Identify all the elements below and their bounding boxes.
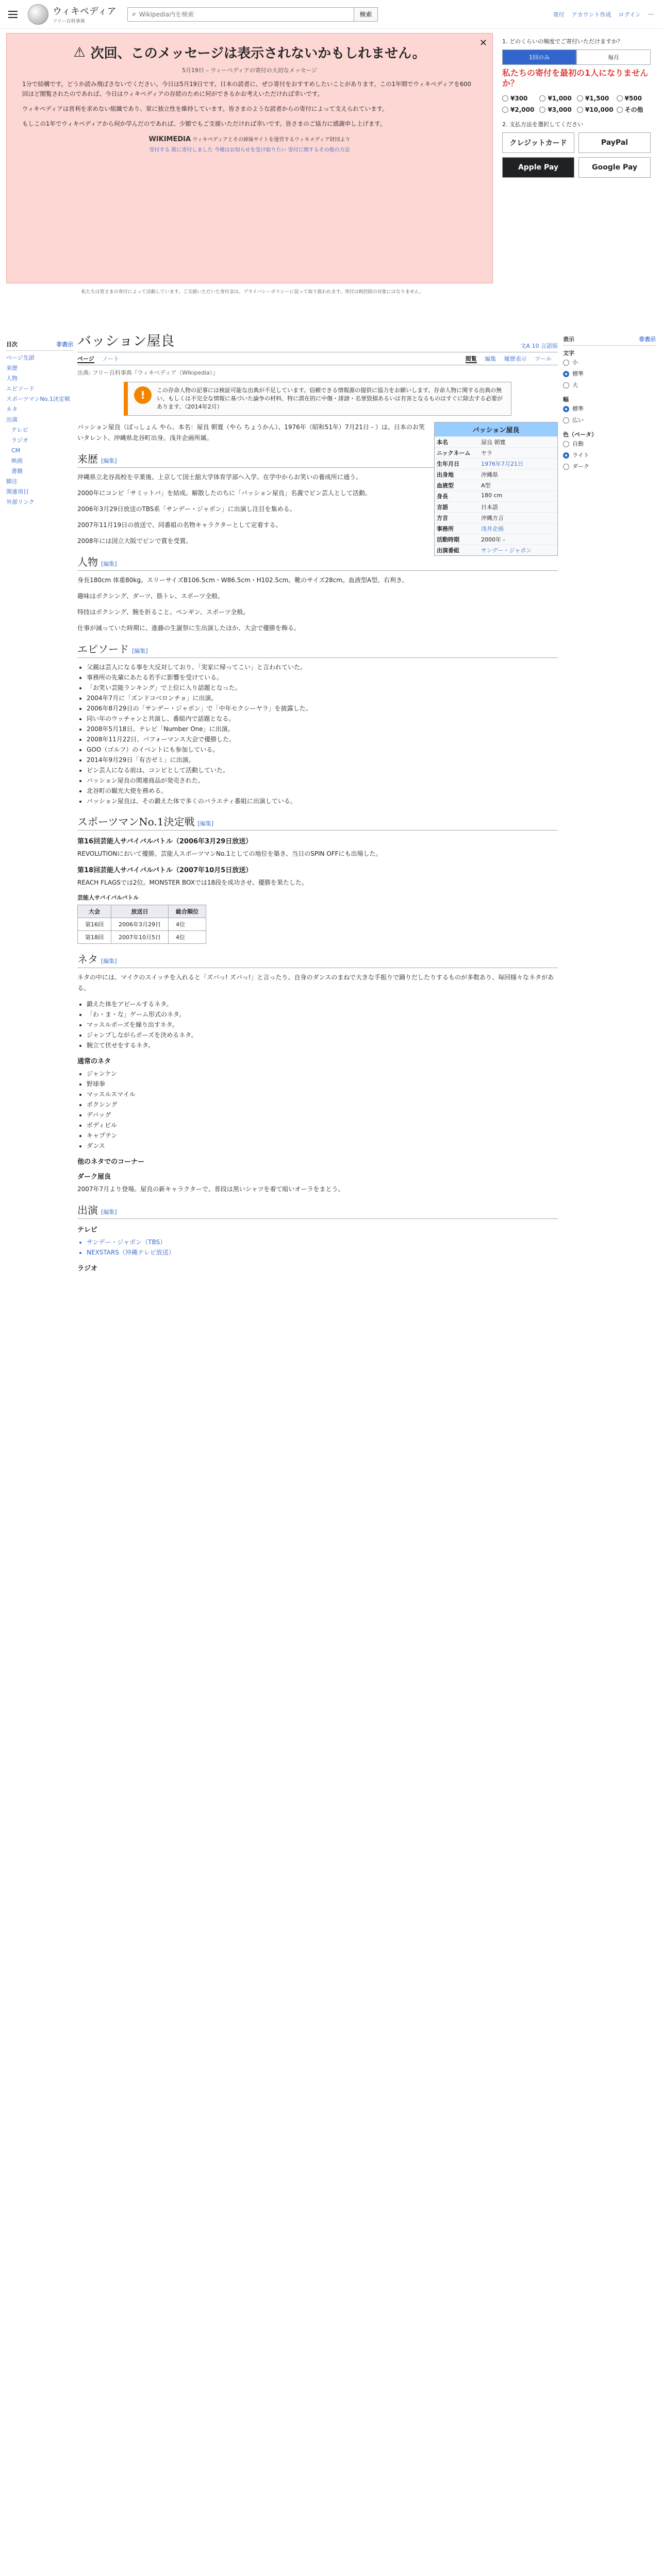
infobox: バッション屋良 本名 屋良 朝寛 ニックネーム ヤラ 生年月日 1976年7月21日 出身地 沖縄県 血液型 A型 身長 180 cm 言語 日本語 方言 沖縄方言 事務所 浅井企画 活動時期 2000年 - 出演番組 サンデー・ジャポン [434, 422, 558, 556]
list-item: • 事務所の先輩にあたる若手に影響を受けている。 [87, 672, 558, 683]
list-item: • 2008年5月18日、テレビ「Number One」に出演。 [87, 724, 558, 734]
login-link[interactable]: ログイン [618, 11, 641, 18]
site-logo[interactable] [28, 4, 116, 25]
paragraph: 仕事が減っていた時期に、進藤の生誕祭に生出演したほか、大会で優勝を飾る。 [77, 624, 301, 632]
section-episode: エピソード [編集] [77, 641, 558, 658]
width-option[interactable]: 標準 [563, 403, 656, 415]
list-item: • GOO（ゴルフ）のイベントにも参加している。 [87, 744, 558, 755]
text-size-option[interactable]: 標準 [563, 368, 656, 380]
toc-hide-button[interactable]: 非表示 [56, 341, 73, 348]
paypal-button[interactable]: PayPal [578, 132, 651, 153]
section-person: 人物 [編集] [77, 554, 558, 571]
tab-page[interactable]: ページ [77, 355, 94, 362]
list-item: • 同い年のウッチャンと共演し、番組内で話題となる。 [87, 714, 558, 724]
paragraph: ネタの中には、マイクのスイッチを入れると「ズバっ! ズバっ!」と言ったり、自身のダンスのまねで大きな手振りで踊りだしたりするものが多数あり、毎回様々なネタがある。 [77, 974, 554, 992]
payment-question: 2. 支払方法を選択してください [502, 121, 583, 128]
warning-icon: ⚠ [73, 44, 86, 60]
page-title: バッション屋良 文A 10 言語版 [77, 330, 558, 352]
list-item[interactable]: • NEXSTARS（沖縄テレビ放送） [87, 1247, 558, 1258]
subsection-title: 他のネタでのコーナー [77, 1158, 145, 1166]
donation-banner [6, 33, 493, 283]
color-option[interactable]: ダーク [563, 461, 656, 472]
amount-option[interactable]: ¥3,000 [539, 105, 573, 114]
tab-history[interactable]: 履歴表示 [504, 355, 527, 362]
subsection-title: ラジオ [77, 1265, 98, 1273]
language-button[interactable]: 文A 10 言語版 [520, 343, 558, 349]
table-header: 総合順位 [169, 905, 206, 918]
paragraph: 2007年7月より登場。屋良の新キャラクターで、普段は黒いシャツを着て暗いオーラをまとう。 [77, 1185, 344, 1193]
list-item: • 野球拳 [87, 1079, 558, 1089]
text-size-option[interactable]: 大 [563, 380, 656, 391]
panel-title: 表示 非表示 [563, 335, 656, 346]
paragraph: 身長180cm 体重80kg。スリーサイズB106.5cm・W86.5cm・H102.5cm。靴のサイズ28cm。血液型A型。右利き。 [77, 577, 408, 584]
infobox-title: バッション屋良 [435, 422, 557, 436]
create-account-link[interactable]: アカウント作成 [571, 11, 611, 18]
toc-item[interactable]: 出演 [6, 416, 18, 423]
search-input[interactable] [139, 11, 350, 18]
neta-list [87, 999, 558, 1050]
section-sports: スポーツマンNo.1決定戦 [編集] [77, 814, 558, 831]
list-item: • 「わ・ま・な」ゲーム形式のネタ。 [87, 1009, 558, 1020]
amount-option[interactable]: ¥1,500 [577, 95, 614, 102]
list-item: • 2004年7月に「ズンドコベロンチョ」に出演。 [87, 693, 558, 703]
section-history: 来歴 [編集] [77, 451, 558, 468]
tab-edit[interactable]: 編集 [485, 355, 496, 362]
episode-list [87, 662, 558, 806]
banner-paragraph: もしこの1年でウィキペディアから何か学んだのであれば、少額でもご支援いただければ幸いです。皆さまのご協力に感謝申し上げます。 [22, 120, 386, 127]
list-item: • ボクシング [87, 1099, 558, 1110]
amount-option[interactable]: ¥300 [502, 95, 536, 102]
paragraph: REACH FLAGSでは2位。MONSTER BOXでは18段を成功させ、優勝を果たした。 [77, 879, 308, 886]
subsection-title: テレビ [77, 1226, 97, 1234]
paragraph: REVOLUTIONにおいて優勝。芸能人スポーツマンNo.1としての地位を築き、当日のSPIN OFFにも出場した。 [77, 850, 382, 857]
article [77, 330, 558, 1276]
list-item: • キャプテン [87, 1130, 558, 1141]
search-button[interactable]: 検索 [354, 7, 377, 22]
toc-item[interactable]: テレビ [11, 427, 28, 433]
donation-notice: 私たちは皆さまの寄付によって活動しています。ご支援いただいた寄付金は、プライバシーポリシーに従って取り扱われます。寄付は税控除の対象にはなりません。 [81, 290, 424, 295]
regular-list [87, 1069, 558, 1151]
payment-methods [502, 132, 651, 178]
site-header [0, 0, 662, 29]
logo-title: ウィキペディア [53, 6, 117, 17]
toc-item[interactable]: スポーツマンNo.1決定戦 [6, 396, 70, 402]
table-row: 第16回 2006年3月29日 4位 [78, 918, 206, 931]
credit-card-button[interactable]: クレジットカード [502, 132, 574, 153]
search-icon: ⌕ [132, 10, 136, 18]
color-label: 色（ベータ） [563, 431, 597, 438]
user-links [553, 10, 654, 19]
section-neta: ネタ [編集] [77, 951, 558, 968]
banner-footer: WIKIMEDIA ウィキペディアとその姉妹サイトを運営するウィキメディア財団より 寄付する 既に寄付しました 今後はお知らせを受け取りたい 寄付に関するその他の方法 [22, 135, 477, 153]
banner-subtitle: 5月19日 – ウィーペディアの寄付の大切なメッセージ [181, 67, 318, 74]
toc-item[interactable]: エピソード [6, 385, 35, 392]
page-tabs [77, 352, 558, 365]
list-item: • 北谷町の観光大使を務める。 [87, 786, 558, 796]
donate-question: 1. どのくらいの頻度でご寄付いただけますか？ [502, 38, 623, 45]
more-icon[interactable]: ⋯ [648, 11, 654, 18]
menu-icon[interactable] [8, 7, 23, 22]
paragraph: 2006年3月29日放送のTBS系「サンデー・ジャポン」に出演し注目を集める。 [77, 505, 296, 513]
amount-option[interactable]: その他 [617, 105, 651, 114]
list-item: • デバッグ [87, 1110, 558, 1120]
subsection-title: 通常のネタ [77, 1058, 111, 1065]
logo-subtitle: フリー百科事典 [53, 19, 85, 24]
maintenance-notice: ! この存命人物の記事には検証可能な出典が不足しています。信頼できる情報源の提供に協力をお願いします。存命人物に関する出典の無い、もしくは不完全な情報に基づいた論争の材料、特に潜在的に中傷・誹謗・名誉毀損あるいは有害となるものはすぐに除去する必要があります。（2014年2月） [124, 382, 511, 416]
amount-options [502, 95, 651, 114]
toc-item[interactable]: 外部リンク [6, 499, 35, 505]
amount-option[interactable]: ¥2,000 [502, 105, 536, 114]
donate-link[interactable]: 寄付 [553, 11, 565, 18]
toc-item[interactable]: 映画 [11, 457, 23, 464]
color-option[interactable]: ライト [563, 450, 656, 461]
list-item[interactable]: • サンデー・ジャポン（TBS） [87, 1237, 558, 1247]
close-icon[interactable]: ✕ [479, 38, 487, 48]
subsection-title: 第16回芸能人サバイバルバトル（2006年3月29日放送） [77, 838, 253, 845]
toc-header: 目次 非表示 [6, 340, 73, 351]
list-item: • マッスルスマイル [87, 1089, 558, 1099]
text-size-option[interactable]: 小 [563, 357, 656, 368]
frequency-toggle [502, 49, 651, 65]
list-item: • ピン芸人になる前は、コンビとして活動していた。 [87, 765, 558, 775]
paragraph: 2000年にコンビ「サミットバ」を結成。解散したのちに「バッション屋良」名義でピン芸人として活動。 [77, 489, 371, 497]
list-item: • ダンス [87, 1141, 558, 1151]
toc-item[interactable]: 書籍 [11, 468, 23, 474]
article-source: 出典: フリー百科事典『ウィキペディア（Wikipedia）』 [77, 369, 219, 376]
banner-title: ⚠ 次回、このメッセージは表示されないかもしれません。 [73, 44, 426, 61]
text-size-label: 文字 [563, 350, 574, 357]
paragraph: 2007年11月19日の放送で、同番組の名物キャラクターとして定着する。 [77, 521, 282, 529]
paragraph: 2008年には国立大阪でピンで賞を受賞。 [77, 537, 192, 545]
toc-list [6, 353, 73, 507]
apple-pay-button[interactable]: Apple Pay [502, 157, 574, 178]
paragraph: 趣味はボクシング、ダーツ、筋トレ、スポーツ全般。 [77, 592, 224, 600]
section-appearance: 出演 [編集] [77, 1202, 558, 1219]
tab-read[interactable]: 閲覧 [465, 355, 477, 362]
toc-item[interactable]: 来歴 [6, 365, 18, 371]
toc-item[interactable]: CM [11, 447, 21, 454]
amount-option[interactable]: ¥1,000 [539, 95, 573, 102]
donate-prompt: 私たちの寄付を最初の1人になりませんか？ [502, 68, 649, 88]
list-item: • バッション屋良は、その鍛えた体で多くのバラエティ番組に出演している。 [87, 796, 558, 806]
donation-form [497, 33, 656, 283]
lead-paragraph: バッション屋良（ばっしょん やら、本名：屋良 朝寛（やら ちょうかん）、1976年（昭和51年）7月21日 - ）は、日本のお笑いタレント、沖縄県北谷町出身。浅井企画所属。 [77, 423, 425, 442]
toc-item[interactable]: 人物 [6, 375, 18, 382]
toc-item[interactable]: 関連項目 [6, 488, 29, 495]
list-item: • 「お笑い芸能ランキング」で上位に入り話題となった。 [87, 683, 558, 693]
list-item: • 2008年11月22日、パフォーマンス大会で優勝した。 [87, 734, 558, 744]
subsection-title: 第18回芸能人サバイバルバトル（2007年10月5日放送） [77, 867, 253, 874]
table-header: 大会 [78, 905, 111, 918]
list-item: • バッション屋良の関連商品が発売された。 [87, 775, 558, 786]
toc-item[interactable]: ページ先頭 [6, 354, 35, 361]
appearance-panel [563, 330, 656, 472]
list-item: • 腕立て伏せをするネタ。 [87, 1040, 558, 1050]
monthly-option[interactable]: 毎月 [576, 49, 651, 65]
subsection-title: ダーク屋良 [77, 1173, 111, 1181]
list-item: • マッスルポーズを繰り出すネタ。 [87, 1020, 558, 1030]
wikimedia-logo: WIKIMEDIA [148, 135, 191, 143]
list-item: • 父親は芸人になる事を大反対しており、「実家に帰ってこい」と言われていた。 [87, 662, 558, 672]
table-row: 第18回 2007年10月5日 4位 [78, 931, 206, 944]
toc-item[interactable]: 脚注 [6, 478, 18, 485]
width-option[interactable]: 広い [563, 415, 656, 426]
list-item: • ジャンケン [87, 1069, 558, 1079]
list-item: • 2006年8月29日の「サンデー・ジャポン」で「中年セクシーヤラ」を披露した。 [87, 703, 558, 714]
color-option[interactable]: 自動 [563, 438, 656, 450]
list-item: • ボディビル [87, 1120, 558, 1130]
list-item: • ジャンプしながらポーズを決めるネタ。 [87, 1030, 558, 1040]
toc-item[interactable]: ラジオ [11, 437, 28, 444]
table-caption: 芸能人サバイバルバトル [77, 894, 139, 901]
tab-talk[interactable]: ノート [102, 355, 119, 362]
warning-icon: ! [134, 386, 152, 404]
tv-list [87, 1237, 558, 1258]
search-box[interactable] [127, 7, 354, 22]
toc-sidebar [6, 340, 73, 507]
table-header: 放送日 [111, 905, 169, 918]
wikipedia-globe-icon [28, 4, 48, 25]
banner-paragraph: ウィキペディアは営利を求めない組織であり、常に独立性を維持しています。皆さまのような読者からの寄付によって支えられています。 [22, 105, 388, 112]
amount-option[interactable]: ¥10,000 [577, 105, 614, 114]
amount-option[interactable]: ¥500 [617, 95, 651, 102]
paragraph: 特技はボクシング、腕を折ること、ペンギン、スポーツ全般。 [77, 608, 250, 616]
list-item: • 鍛えた体をアピールするネタ。 [87, 999, 558, 1009]
list-item: • 2014年9月29日「有吉ゼミ」に出演。 [87, 755, 558, 765]
once-option[interactable]: 1回のみ [502, 49, 576, 65]
paragraph: 沖縄県立北谷高校を卒業後、上京して国士舘大学体育学部へ入学。在学中からお笑いの養成所に通う。 [77, 473, 362, 481]
tab-tools[interactable]: ツール [535, 355, 552, 362]
google-pay-button[interactable]: Google Pay [578, 157, 651, 178]
banner-links[interactable]: 寄付する 既に寄付しました 今後はお知らせを受け取りたい 寄付に関するその他の方法 [149, 147, 350, 153]
toc-item[interactable]: ネタ [6, 406, 18, 413]
width-label: 幅 [563, 396, 569, 403]
results-table [77, 905, 206, 944]
banner-paragraph: 1分で結構です。どうか読み飛ばさないでください。今日は5月19日です。日本の読者に、ぜひ寄付をおすすめしたいことがあります。この1年間でウィキペディアを600回ほど閲覧されたのであれば、今日はウィキペディアの存続のために何ができるかお考えいただければ幸いです。 [22, 80, 471, 97]
